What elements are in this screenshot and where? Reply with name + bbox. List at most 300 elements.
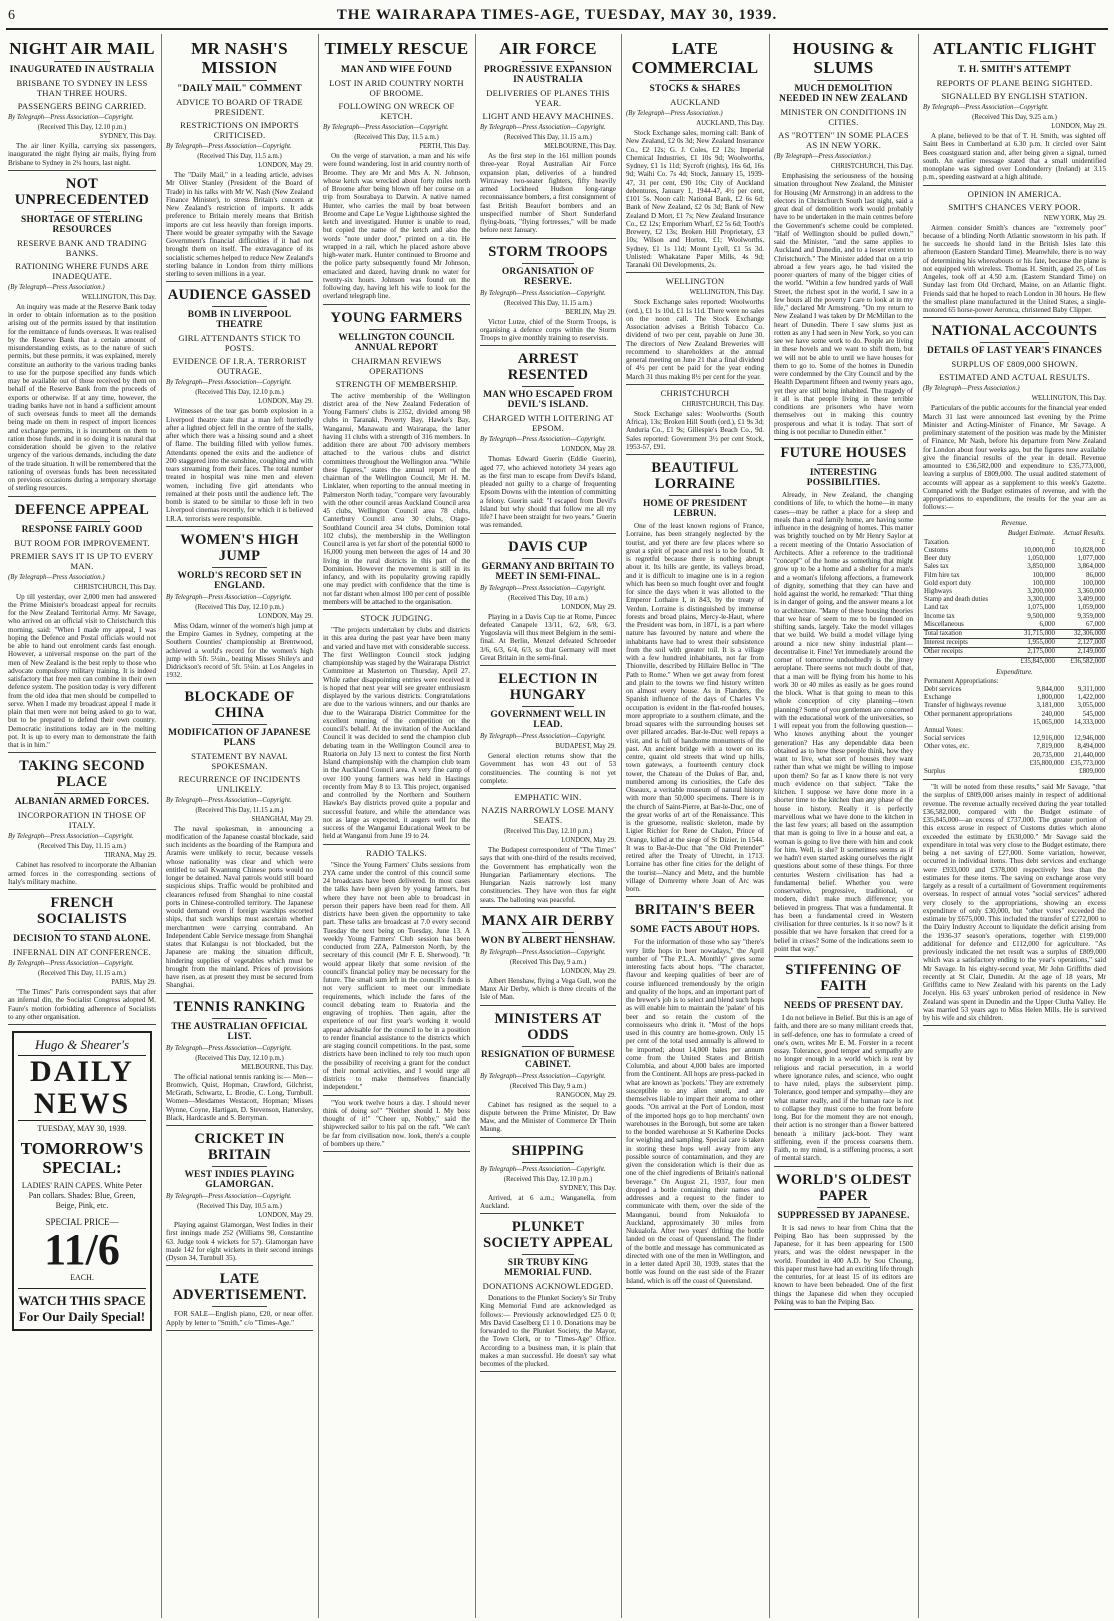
received-line: (Received This Day, 9 a.m.) bbox=[509, 1082, 587, 1090]
article-headline: DEFENCE APPEAL bbox=[14, 501, 150, 518]
article-body: "It will be noted from these results," said Mr Savage, "that the surplus of £809,000 arises mainly in respect of additional revenue. The revenue actually received during the year totalled £36,582,000, compared with the Budget estimate of £35,845,000—an excess of £737,000. The greater portion of this excess arose in respect of Customs duties which alone exceeded the estimate by £630,000." Mr Savage said the expenditure in total was very close to the Budget estimate, there being a net saving of £27,000. Some variation, however, occurred in individual items. Thus debt services and exchange were £933,000 and £378,000 respectively less than the estimates for these items. The saving on exchange arose very largely as a result of a curtailment of Government requirements overseas. In respect of annual votes "social services" adhered very closely to the appropriations, showing an excess expenditure of only £30,000, but "other votes" exceeded the estimate by £675,000. This included the transfer of £272,000 to the Dairy Industry Account to liquidate the deficit arising from the 1936-37 season's operations, together with £199,000 additional for defence and £112,000 for agriculture. "As previously indicated the net result was a surplus of £809,000 which was a satisfactory ending to the year's operations," said Mr Savage. In his eighty-second year, Mr John Griffiths died recently at St Clair, Dunedin. At the age of 18 years, Mr Griffiths came to New Zealand with his parents on the Lady Jocelyn. His 63 years' unbroken period of residence in New Zealand was spent in Dunedin and the Upper Clutha Valley. He was married 53 years ago to Miss Helen Mills. He is survived by his wife and six children. bbox=[923, 783, 1106, 1023]
row-label: Total taxation bbox=[923, 629, 999, 638]
row-actual: 9,359,000 bbox=[1077, 612, 1105, 620]
dateline: CHRISTCHURCH, This Day. bbox=[830, 163, 913, 170]
received-line: (Received This Day, 12.10 p.m.) bbox=[195, 603, 284, 611]
headline-rule bbox=[980, 342, 1050, 343]
row-budget: £35,800,000 bbox=[1029, 759, 1065, 767]
row-label: Stamp and death duties bbox=[924, 596, 989, 604]
byline: By Telegraph—Press Association—Copyright. bbox=[166, 379, 292, 387]
article bbox=[480, 913, 616, 1006]
byline: By Telegraph—Press Association—Copyright. bbox=[480, 289, 606, 297]
article bbox=[923, 783, 1106, 1026]
article-subheading: SMITH'S CHANCES VERY POOR. bbox=[948, 201, 1081, 212]
headline-rule bbox=[212, 1306, 268, 1307]
row-label: Land tax bbox=[924, 604, 949, 612]
dateline: WELLINGTON, This Day. bbox=[689, 289, 764, 297]
article-subheading: GERMANY AND BRITAIN TO MEET IN SEMI-FINAL. bbox=[481, 561, 615, 582]
ad-each: EACH. bbox=[70, 1273, 94, 1282]
article-body: It is sad news to hear from China that the Peiping Bao has been suppressed by the Japanese, for it has been appearing for 1500 years, and was the oldest newspaper in the world. Founded in 400 A.D. by Sou Choung, this paper must have had an exciting life through the centuries, for at least 15 of its editors are known to have been beheaded. One of the first things the Japanese did when they occupied Peking was to ban the Peiping Bao. bbox=[774, 1223, 913, 1306]
article bbox=[480, 1143, 616, 1215]
dateline: CHRISTCHURCH, This Day. bbox=[73, 583, 156, 591]
article-body: "You work twelve hours a day. I should never think of doing so!" "Neither should I. My boss thought of it!" "Cheer up, Nobby," said the shipwrecked sailor to his pal on the raft. "We can't be far from civilisation now. look, there's a couple of bombers up there." bbox=[323, 1098, 470, 1148]
dateline: LONDON, May 29. bbox=[258, 162, 313, 169]
article-headline: ATLANTIC FLIGHT bbox=[932, 39, 1097, 58]
article-subheading: DONATIONS ACKNOWLEDGED. bbox=[482, 1281, 614, 1291]
article-body: Miss Odam, winner of the women's high jump at the Empire Games in Sydney, competing at the Southern Counties' championship at Brentwood, achieved a world's record for the women's high jump with 5ft. 5¼in., beating Misses Shiley's and Didrickson's record of 5ft. 5¼in. at Los Angeles in 1932. bbox=[166, 621, 313, 680]
byline: (By Telegraph—Press Association.) bbox=[8, 573, 105, 581]
article-subheading: OPINION IN AMERICA. bbox=[967, 188, 1062, 199]
row-budget: £ bbox=[1051, 538, 1055, 546]
table-row bbox=[923, 760, 1106, 768]
article bbox=[480, 39, 616, 239]
article-headline: BEAUTIFUL LORRAINE bbox=[651, 460, 739, 492]
byline: By Telegraph—Press Association—Copyright. bbox=[8, 833, 134, 841]
article-body: Stock Exchange sales: Woolworths (South Africa), 13s; Broken Hill South (ord.), £1 9s 3d; Anduria Co., £1 9s; Gillespie's Beach Co., 9d. Sales reported: Government 3½ per cent Stock, 1953-57, £91. bbox=[626, 409, 764, 451]
article-subheading: SIGNALLED BY ENGLISH STATION. bbox=[941, 91, 1088, 101]
table-row bbox=[923, 743, 1106, 751]
row-label: Taxation. bbox=[924, 538, 950, 546]
byline: By Telegraph—Press Association—Copyright. bbox=[480, 436, 606, 444]
headline-rule bbox=[369, 61, 425, 62]
article-body: On the verge of starvation, a man and his wife were found wandering, lost in arid country north of Broome. They are Mr and Mrs A. N. Johnson, whose ketch was wrecked about forty miles north of Broome after being blown off her course on a trip from Sourabaya to Darwin. A native named Hunter, who carries the mail by boat between Broome and Cape Le Vegue Lighthouse sighted the ketch and investigated. Hunter is unable to read, but copied the name of the ketch and also the words "note under door," printed on a tin. He wrapped in a rail, which he placed ashore above high-water mark. Hunter continued to Broome and the police party subsequently found Mr Johnson, emaciated and dazed, having drunk no water for twenty-six hours. Johnson was found on the following day, having left his wife to look for the overland telegraph line. bbox=[323, 152, 470, 301]
article-subheading: CHRISTCHURCH bbox=[660, 387, 730, 398]
row-label: Miscellaneous bbox=[924, 620, 964, 628]
column-1 bbox=[4, 34, 160, 1618]
article-subheading: SHORTAGE OF STERLING RESOURCES bbox=[21, 214, 143, 235]
row-actual: £ bbox=[1101, 538, 1105, 546]
dateline: SHANGHAI, May 29. bbox=[251, 815, 313, 823]
article-headline: CRICKET IN BRITAIN bbox=[194, 1131, 285, 1163]
ad-cta-1: WATCH THIS SPACE bbox=[18, 1288, 146, 1309]
article-body: A plane, believed to be that of T. H. Smith, was sighted off Saint Bees in Cumberland at 6.30 p.m. It circled over Saint Bees coastguard station and, after being given a signal, turned south. An earlier message stated that a small unidentified monoplane was sighted over Londonderry (Ireland) at 3.15 p.m., speeding eastward at a high altitude. bbox=[923, 132, 1106, 182]
article-subheading: HOME OF PRESIDENT LEBRUN. bbox=[642, 499, 748, 519]
dateline: NEW YORK, May 29. bbox=[1043, 214, 1106, 222]
headline-rule bbox=[817, 80, 870, 81]
article-subheading: WORLD'S RECORD SET IN ENGLAND. bbox=[177, 570, 302, 591]
article-subheading: ADVICE TO BOARD OF TRADE PRESIDENT. bbox=[176, 97, 303, 117]
row-budget: 3,181,000 bbox=[1036, 702, 1065, 710]
article bbox=[480, 244, 616, 347]
article-subheading: PASSENGERS BEING CARRIED. bbox=[17, 101, 147, 111]
article bbox=[166, 1131, 313, 1266]
row-budget: 1,955,000 bbox=[999, 639, 1056, 648]
article-subheading: EVIDENCE OF I.R.A. TERRORIST OUTRAGE. bbox=[172, 356, 307, 377]
row-label: Exchange bbox=[924, 694, 952, 702]
dateline: LONDON, May 29. bbox=[258, 1212, 313, 1219]
row-actual: 2,127,000 bbox=[1056, 639, 1106, 648]
article-subheading: SUPPRESSED BY JAPANESE. bbox=[777, 1210, 910, 1221]
article-headline: YOUNG FARMERS bbox=[330, 309, 463, 326]
article bbox=[923, 323, 1106, 515]
row-label: Social services bbox=[924, 735, 966, 743]
masthead-title: THE WAIRARAPA TIMES-AGE, TUESDAY, MAY 30, 1939. bbox=[336, 7, 778, 23]
article bbox=[323, 1099, 470, 1153]
byline: By Telegraph—Press Association—Copyright. bbox=[8, 960, 134, 967]
article-headline: AUDIENCE GASSED bbox=[167, 287, 312, 304]
headline-rule bbox=[817, 997, 870, 998]
article-body: The active membership of the Wellington district area of the New Zealand Federation of Young Farmers' clubs is 2352, divided among 98 clubs in Taranaki, Poverty Bay, Hawke's Bay, Wanganui, Manawatu and Wairarapa, the latter having 11 clubs with a strength of 316 members. In addition there are about 700 advisory members attached to the various clubs and district committees throughout the Wellington area. "While these figures," states the annual report of the chairman of the Wellington Council, Mr H. M. Linklater, when reporting to the annual meeting in Palmerston North today, "compare very favourably with the other council areas Auckland Council area 45 clubs, Wellington Council area 78 clubs, Canterbury Council area 30 clubs, Otago-Southland Council area 34 clubs, Dominion total 102 clubs), the membership in the Wellington Council area is yet far short of the potential 6000 to 16,000 young men between the ages of 14 and 30 living in the rural districts in this part of the Dominion. However the movement is still in its infancy, and with its popularity growing rapidly one may predict with confidence that the time is not far distant when almost 100 per cent of possible members will be attached to the organisation. bbox=[323, 391, 470, 606]
article-headline: TIMELY RESCUE bbox=[324, 39, 469, 58]
row-label: Sales tax bbox=[924, 563, 949, 571]
dateline: MELBOURNE, This Day. bbox=[241, 1063, 313, 1071]
article bbox=[480, 792, 616, 908]
article-body: Cabinet has resolved to incorporate the Albanian armed forces in the corresponding sections of Italy's military machine. bbox=[8, 861, 156, 886]
row-budget: 10,000,000 bbox=[1023, 546, 1055, 554]
article bbox=[480, 351, 616, 533]
dateline: LONDON, May 29. bbox=[258, 612, 313, 620]
received-line: (Received This Day, 9 a.m.) bbox=[509, 958, 587, 966]
expenditure-heading: Expenditure. bbox=[996, 667, 1033, 676]
dateline: LONDON, May 29. bbox=[561, 967, 616, 975]
article-subheading: RECURRENCE OF INCIDENTS UNLIKELY. bbox=[178, 773, 301, 794]
article-body: Playing in a Davis Cup tie at Rome, Puncec defeated Canapele 13/11, 6/2, 6/8, 6/3. Yugoslavia will thus meet Belgium in the semi-final. At Berlin, Menzel defeated Schroeder 3/6, 6/3, 6/4, 6/3, so that Germany will meet Great Britain in the semi-final. bbox=[480, 612, 616, 662]
col-actual-header: Actual Results. bbox=[1063, 529, 1105, 537]
article bbox=[323, 848, 470, 1096]
article bbox=[166, 532, 313, 684]
article-subheading: T. H. SMITH'S ATTEMPT bbox=[958, 65, 1071, 75]
article-body: The naval spokesman, in announcing a modification of the Japanese coastal blockade, said such incidents as the boarding of the Rampura and Aramis were unlikely to recur, because vessels whose nationality was clear and which were entitled to sail Kwantung Chinese ports would no longer be detained. Naval patrols would still board suspicious ships. Traffic would be prohibited and clearances refused from Shanghai to nine coastal ports in Chinese-controlled territory. The Japanese would demand even if foreign warships escorted ships, that such warships must ascertain whether merchantmen were carrying contraband. An Independent Cable Service message from Shanghai states that Kulangsu is not blockaded, but the Japanese are making the situation difficult, hindering supplies of vegetables which must be brought from the mainland. Prices of provisions have risen, as at present they must be secured from Shanghai. bbox=[166, 824, 313, 990]
received-line: (Received This Day, 11.15 a.m.) bbox=[38, 843, 126, 851]
table-row bbox=[923, 555, 1106, 563]
article-subheading: CHAIRMAN REVIEWS OPERATIONS bbox=[351, 355, 442, 376]
article-subheading: AS "ROTTEN" IN SOME PLACES AS IN NEW YORK. bbox=[778, 130, 909, 150]
row-budget bbox=[1024, 678, 1065, 686]
article-body: Particulars of the public accounts for the financial year ended March 31 last were announced last evening by the Prime Minister and Acting-Minister of Finance, Mr Savage. A preliminary statement of the position was made by the Minister of Finance, Mr Nash, before his departure from New Zealand for London about four weeks ago, but the figures now available give the financial results of the year in detail. Revenue amounted to £36,582,000 and expenditure to £35,773,000, leaving a surplus of £809,000. The usual audited statement of accounts will appear as a supplement to this week's Gazette. Compared with the Budget estimates of revenue, and with the appropriations to expenditure, the results for the year are as follows:— bbox=[923, 404, 1106, 512]
received-line: (Received This Day, 12.10 p.m.) bbox=[503, 828, 593, 835]
row-actual: 86,000 bbox=[1086, 571, 1105, 579]
received-line: (Received This Day, 11.15 a.m.) bbox=[38, 970, 126, 977]
table-row bbox=[923, 621, 1106, 630]
article-headline: SHIPPING bbox=[511, 1142, 585, 1159]
revenue-table bbox=[923, 529, 1106, 666]
article-headline: NIGHT AIR MAIL bbox=[9, 39, 155, 58]
article-body: Airmen consider Smith's chances are "extremely poor" because of a blinding North Atlantic snowstorm in his path. If he succeeds he should land in the British Isles late this afternoon (Eastern Standard Time). Meanwhile, there is no way of determining his whereabouts or his fate, because the plane is not equipped with wireless. Thomas H. Smith, aged 25, of Los Angeles, took off at 4.50 a.m. (Eastern Standard Time) on Sunday last from Old Orchard, Maine, on an Atlantic flight. Friends said that he hoped to reach London in 30 hours. He flew the smallest plane manufactured in the United States, a single-motored 65 horse-power Aeronca, christened Baby Clipper. bbox=[923, 223, 1106, 314]
row-budget: 240,000 bbox=[1041, 710, 1065, 718]
article-headline: FRENCH SOCIALISTS bbox=[36, 895, 128, 927]
article bbox=[774, 962, 913, 1167]
table-row bbox=[923, 686, 1106, 694]
article-headline: TAKING SECOND PLACE bbox=[19, 758, 145, 791]
column-3 bbox=[319, 34, 474, 1618]
article-subheading: WELLINGTON COUNCIL ANNUAL REPORT bbox=[338, 332, 455, 353]
article-subheading: BUT ROOM FOR IMPROVEMENT. bbox=[14, 537, 150, 548]
row-budget: 100,000 bbox=[1032, 579, 1055, 587]
column-6 bbox=[770, 34, 917, 1618]
row-budget: 9,500,000 bbox=[1027, 612, 1055, 620]
headline-rule bbox=[980, 61, 1050, 62]
row-actual: 3,409,000 bbox=[1077, 596, 1105, 604]
article bbox=[480, 1219, 616, 1372]
article-subheading: STOCK JUDGING. bbox=[360, 613, 433, 623]
row-budget: 2,175,000 bbox=[999, 648, 1056, 657]
row-actual: 100,000 bbox=[1082, 579, 1105, 587]
row-actual: 14,333,000 bbox=[1073, 718, 1105, 726]
article-body: FOR SALE—English piano, £20, or near offer. Apply by letter to "Smith," c/o "Times-Age." bbox=[166, 1310, 313, 1327]
article-body: Stock Exchange sales reported: Woolworths (ord.), £1 1s 10d, £1 1s 11d. There were no sales on the noon call. The Stock Exchange Association advises a British Tobacco Co. dividend of two per cent, payable on June 30. The directors of New Zealand Breweries will recommend to shareholders at the annual general meeting on June 21 that a final dividend of 4½ per cent be paid for the year ending March 31 thus making 8½ per cent for the year. bbox=[626, 298, 764, 381]
article bbox=[923, 189, 1106, 319]
table-row bbox=[923, 629, 1106, 638]
article-subheading: DECISION TO STAND ALONE. bbox=[13, 934, 151, 944]
article-subheading: GOVERNMENT WELL IN LEAD. bbox=[490, 710, 606, 730]
article-subheading: DETAILS OF LAST YEAR'S FINANCES bbox=[927, 346, 1102, 357]
article bbox=[480, 671, 616, 789]
row-budget: 31,715,000 bbox=[999, 629, 1056, 638]
headline-rule bbox=[212, 567, 268, 568]
row-label: Film hire tax bbox=[924, 571, 960, 579]
article-headline: BLOCKADE OF CHINA bbox=[184, 688, 295, 721]
article-subheading: RESERVE BANK AND TRADING BANKS. bbox=[17, 237, 147, 258]
article-headline: AIR FORCE bbox=[499, 39, 597, 58]
article-headline: STORM TROOPS bbox=[488, 243, 608, 260]
row-actual: 3,055,000 bbox=[1077, 702, 1105, 710]
article-subheading: RATIONING WHERE FUNDS ARE INADEQUATE. bbox=[15, 260, 149, 281]
byline: By Telegraph—Press Association—Copyright. bbox=[480, 124, 606, 131]
dateline: AUCKLAND, This Day. bbox=[696, 120, 764, 127]
row-actual: 9,311,000 bbox=[1077, 685, 1105, 693]
table-row bbox=[923, 539, 1106, 547]
received-line: (Received This Day, 11.15 a.m.) bbox=[504, 134, 592, 141]
received-line: (Received This Day, 9.25 a.m.) bbox=[972, 114, 1057, 121]
row-actual: 1,059,000 bbox=[1077, 604, 1105, 612]
article-subheading: STATEMENT BY NAVAL SPOKESMAN. bbox=[191, 750, 288, 771]
row-budget: 100,000 bbox=[1032, 571, 1055, 579]
article-body: General election returns show that the Government has won 43 out of 53 constituencies. The counting is not yet complete. bbox=[480, 752, 616, 785]
article-subheading: DELIVERIES OF PLANES THIS YEAR. bbox=[486, 88, 610, 108]
row-actual: £35,773,000 bbox=[1070, 759, 1105, 767]
article bbox=[8, 39, 156, 171]
article-body: "Since the Young Farmers' Clubs sessions from 2YA came under the control of this council some 24 broadcasts have been delivered. In most cases the talks have been given by young farmers, but where they have not been able to broadcast in person their papers have been read for them. All districts have been given the opportunity to take part. These talks are broadcast at 7.0 every second Tuesday the next being on Tuesday, June 13. A weekly Young Farmers' Club session has been conducted from 2ZA, Palmerston North, by the secretary of this council (Mr F. E. Sherwood). "It would appear likely that some revision of the council's financial policy may be necessary for the future. The small sum left in the council's funds is not very sufficient to meet our immediate requirements, which include the fares of the council debating team to Ruatoria and the engraving of trophies. Then again, after the experience of our first year's working it would appear advisable for the council to be in a position to render financial assistance to the districts which are staging council competitions. In the past, some districts have been inclined to rely too much upon the possibility of receiving a grant for the conduct of their normal activities, and I would urge all districts to make themselves financially independent." bbox=[323, 860, 470, 1092]
advertisement-daily-news bbox=[12, 1031, 152, 1331]
dateline: RANGOON, May 29. bbox=[555, 1091, 616, 1099]
ad-text: LADIES' RAIN CAPES. White Peter Pan collars. Shades: Blue, Green, Beige, Pink, etc. bbox=[21, 1181, 143, 1210]
dateline: PARIS, May 29. bbox=[111, 979, 156, 986]
received-line: (Received This Day, 12.10 p.m.) bbox=[195, 1054, 284, 1062]
article-subheading: ALBANIAN ARMED FORCES. bbox=[14, 797, 150, 808]
article bbox=[774, 1172, 913, 1311]
article-headline: WOMEN'S HIGH JUMP bbox=[180, 531, 299, 564]
byline: By Telegraph—Press Association—Copyright. bbox=[480, 1072, 606, 1080]
article-subheading: NEEDS OF PRESENT DAY. bbox=[783, 1001, 904, 1011]
article bbox=[626, 39, 764, 273]
dateline: CHRISTCHURCH, This Day. bbox=[681, 400, 764, 408]
headline-rule bbox=[522, 1046, 574, 1047]
dateline: SYDNEY, This Day. bbox=[99, 133, 156, 140]
byline: By Telegraph—Press Association—Copyright. bbox=[480, 584, 606, 592]
headline-rule bbox=[522, 61, 574, 62]
article-body: Cabinet has resigned as the sequel to a dispute between the Prime Minister, Dr Baw Maw, and the Minister of Commerce Dr Thein Maung. bbox=[480, 1100, 616, 1134]
column-7 bbox=[919, 34, 1110, 1618]
byline: (By Telegraph—Press Association.) bbox=[774, 153, 871, 160]
article bbox=[166, 689, 313, 994]
article-body: Already, in New Zealand, the changing conditions of life, to which the home—in many cases—may be rather a place for a sleep and meals than a real family home, are having some influence in the designing of homes. This matter was brightly touched on by Mr Henry Saylor at a recent meeting of the Ontario Association of Architects. After a reference to the traditional "concept" of the home as something that might grow up to be a home and a shelter for a man's and a woman's lifelong affections, a framework of dignity, something that they can have and hold against the world, he remarked: "That thing is in danger of going, and the answer means a lot to architecture. "Many of these housing theories that we hear of seem to me to be founded on shifting sands, largely. Take the model villages that we build. We build a model village lying around a nice new shiny industrial plant—decentralise it. Fine! Yet immediately around the corner of tomorrow undoubtedly is the jitney aeroplane. There seems not much doubt of that, that a man will be flying from his home to his work 30 or 40 miles as easily as he goes round the block. What is that going to mean to this whole conception of city planning—town planning? Some of you gentlemen are concerned with the educational work of the universities, so I will repeat you from the following question—Who knows anything about the younger generation? Has any dependable data been obtained as to how these people think, how they want to live, what sort of houses they want rather than what we might be willing to impose upon them? So far as I know there is not very much evidence on that subject. "Take the kitchen. I suppose we have done more in a shorter time to the kitchen than any phase of the house in history. Really it is perfectly marvellous what we have done to the kitchen in the last few years; all based on the assumption that man is going to live in a house and eat, a woman is going to live there with him and cook for him. Well, is she? It sometimes seems as if we hadn't even started asking ourselves the right questions about some of these things. For three centuries Western civilisation has had a fundamental belief. Whether you were conservative, progressive, traditional, or modern, didn't make much difference; you believed in progress. That was a fundamental. It has been a fundamental creed in Western civilisation for three centuries. Is it so now? Is it possible that we have forsaken that creed for a belief in crises? Some of the indications seem to point that way." bbox=[774, 491, 913, 953]
column-4 bbox=[476, 34, 620, 1618]
table-row bbox=[923, 711, 1106, 719]
article-body: For the information of those who say "there's very little hops in beer nowadays," the April number of "The P.L.A. Monthly" gives some interesting facts about hops. "The character, flavour and keeping qualities of beer are of course influenced tremendously by the origin and quality of the hops, and an important part of the brewer's job is to select and blend such hops as will enable him to maintain the 'palate' of his beer and so retain the custom of the connoisseurs who drink it. "Most of the hops used in this country are home-grown. Only 15 per cent of the total used annually is allowed to be imported; about 14,000 bales per annum come from the United States and British Columbia, and about 4,000 bales are imported from the Continent. All hops are press-packed in what are known as 'pockets.' They are extremely susceptible to any alien smell, and are themselves liable to impart their aroma to other goods. "On arrival at the Port of London, most of the imported hops go to hop merchants' own warehouses in the Borough, but some are taken to the bonded warehouse at St Katherine Docks for weighing and sampling. Special care is taken in storing these hops well away from any possible source of contamination, and they are given the consideration which is their due as one of the chief ingredients of Britain's national beverage." On August 21, 1937, four men dropped a bottle containing their names and addresses and a request to the finder to communicate with them, over the side of the Maunganui, bound from Nukualofa to Auckland, approximately 30 miles from Nukualofa. After two years' drifting the bottle landed on the coast of Queensland. The finder of the bottle and message has communicated as directed with one of the men in Wellington, and in a letter dated April 30, 1939, states that the bottle was found on the east side of the Frazer Island, which is off the coast of Queensland. bbox=[626, 938, 764, 1285]
article-subheading: CHARGED WITH LOITERING AT EPSOM. bbox=[482, 413, 614, 434]
headline-rule bbox=[212, 1166, 268, 1167]
byline: (By Telegraph—Press Association.) bbox=[626, 110, 723, 117]
article bbox=[8, 502, 156, 754]
ad-title: DAILY NEWS bbox=[18, 1055, 146, 1121]
row-budget: 7,819,000 bbox=[1036, 743, 1065, 751]
article-body: The official national tennis ranking is:— Men—Bromwich, Quist, Hopman, Crawford, Gilchrist, McGrath, Schwartz, L. Brodie, C. Long, Turnbull. Women—Mesdames Westacott, Hopman; Misses Wynne, Coyne, Hartigan, D. Stevenson, Hattersley, Black, Hardcastle and S. Berryman. bbox=[166, 1072, 313, 1122]
row-label bbox=[923, 752, 1024, 760]
article bbox=[626, 388, 764, 455]
row-budget: 3,850,000 bbox=[1027, 563, 1055, 571]
article-headline: BRITAIN'S BEER bbox=[634, 902, 756, 919]
dateline: LONDON, May 29. bbox=[561, 837, 616, 844]
dateline: PERTH, This Day. bbox=[419, 143, 470, 150]
article-body: "The projects undertaken by clubs and districts in this area during the past year have been many and varied and have met with considerable success. The first Wellington Council stock judging championship was staged by the Wairarapa District Committee at Masterton on Thursday, April 27. While rather disappointing entries were received it is hoped that next year will see greater enthusiasm displayed by the various districts. Congratulations are due to the various winners, and our thanks are due to the Wairarapa District Committee for the excellent running of the competition on the council's behalf. At the invitation of the Auckland Council it was decided to send the champion club debating team in the Wellington Council area to Ruatoria on July 13 next to contest the first North Island championship with the champion club team in the Auckland Council area. A very fine camp of over 100 young farmers was held in Hastings recently from May 8 to 13. This project, organised and controlled by the Northern and Southern Hawke's Bay districts proved quite a popular and successful feature, and while the attendance was not as large as expected, it augers well for the success of the Wanganui Educational Week to be held at Wanganui from June 19 to 24. bbox=[323, 626, 470, 841]
article-subheading: RESPONSE FAIRLY GOOD bbox=[21, 524, 143, 535]
ad-date: TUESDAY, MAY 30, 1939. bbox=[37, 1124, 127, 1133]
row-budget: 1,050,000 bbox=[1027, 555, 1055, 563]
article-body: Emphasising the seriousness of the housing situation throughout New Zealand, the Minister for Housing (Mr Armstrong) in an address to the electors in Christchurch South last night, said a great deal of demolition work would probably have to be undertaken in the main centres before the Government's scheme could be completed. "Half of Wellington should be pulled down," said the Minister, "and the same applies to Auckland and Dunedin, and to a lesser extent to Christchurch." The Minister added that on a trip abroad a few years ago, he had visited the poorer quarters of many of the bigger cities of the world. "Within a few hundred yards of Wall Street, the richest spot in the world, I saw in a few hours all the poverty I care to look at in my life," declared Mr Armstrong. "On my return to New Zealand I was taken by Dr McMillan to the heart of Dunedin. There I saw slums just as rotten as any I had seen in New York, so you can see we have some work to do. People are living in these hovels and we want to shift them, but we will not be able to until we have houses for them to go to. Some of the homes in Dunedin were condemned by the City Council and by the Health Department fifteen and twenty years ago, yet they are still being inhabited. The tragedy of it all is that people living in these terrible conditions are prisoners who have worn themselves out in making this country prosperous and what it is today. That sort of thing is not peculiar to Dunedin either." bbox=[774, 172, 913, 436]
byline: By Telegraph—Press Association—Copyright. bbox=[8, 114, 134, 121]
article bbox=[626, 460, 764, 897]
article-subheading: NAZIS NARROWLY LOSE MANY SEATS. bbox=[481, 805, 615, 825]
table-row bbox=[923, 588, 1106, 596]
dateline: LONDON, May 28. bbox=[561, 446, 616, 454]
table-row bbox=[923, 596, 1106, 604]
article-headline: MANX AIR DERBY bbox=[481, 912, 615, 929]
article-subheading: LIGHT AND HEAVY MACHINES. bbox=[482, 111, 614, 121]
article-subheading: ESTIMATED AND ACTUAL RESULTS. bbox=[939, 372, 1090, 383]
article-subheading: SOME FACTS ABOUT HOPS. bbox=[630, 925, 760, 936]
dateline: TIRANA, May 29. bbox=[104, 852, 156, 860]
headline-rule bbox=[669, 495, 721, 496]
article-subheading: LOST IN ARID COUNTRY NORTH OF BROOME. bbox=[329, 78, 464, 98]
received-line: (Received This Day, 12.10 p.m.) bbox=[195, 389, 284, 397]
row-actual: £36,582,000 bbox=[1056, 657, 1106, 666]
article-subheading: BOMB IN LIVERPOOL THEATRE bbox=[187, 310, 292, 331]
article-body: The "Daily Mail," in a leading article, advises Mr Oliver Stanley (President of the Board of Trade) in his talks with Mr W. Nash (New Zealand Finance Minister), to stress Britain's concern at New Zealand's restriction of imports. It adds preference to Britain merely means that British imports are cut less heavily than foreign imports. There would be greater sympathy with the Savage Government's financial difficulties if it had not brought them on itself. The extravagance of its socialistic schemes helped to reduce New Zealand's sterling balance in London from thirty millions sterling to seven millions in a year. bbox=[166, 171, 313, 278]
article bbox=[8, 758, 156, 890]
row-label: Other votes, etc. bbox=[924, 743, 970, 751]
revenue-expenditure-table bbox=[923, 519, 1106, 781]
article-body: Witnesses of the tear gas bomb explosion in a Liverpool theatre state that a man left hurriedly after a lighted object fell in the centre of the stalls, after which there was a hissing sound and a sheet of flame. The building filled with yellow fumes. Attendants opened the exits and the audience of 200 staggered into the sunshine, coughing and with tears streaming from their faces. The total number treated in hospital was nine men and eleven women, including five girl attendants who remained at their posts until the audience left. The bomb is stated to be similar to those left in two Liverpool cinemas recently, for which it is believed I.R.A. terrorists were responsible. bbox=[166, 407, 313, 523]
article-headline: LATE ADVERTISEMENT. bbox=[172, 1271, 307, 1304]
headline-rule bbox=[522, 386, 574, 387]
received-line: (Received This Day, 10.5 a.m.) bbox=[197, 1203, 282, 1210]
headline-rule bbox=[817, 1207, 870, 1208]
byline: By Telegraph—Press Association—Copyright. bbox=[166, 593, 292, 601]
headline-rule bbox=[54, 521, 110, 522]
row-actual: 1,077,000 bbox=[1077, 555, 1105, 563]
byline: By Telegraph—Press Association—Copyright. bbox=[480, 733, 606, 740]
table-row bbox=[923, 547, 1106, 555]
byline: By Telegraph—Press Association—Copyright. bbox=[480, 1165, 606, 1173]
article-headline: MR NASH'S MISSION bbox=[191, 39, 288, 77]
article-headline: FUTURE HOUSES bbox=[780, 445, 907, 461]
article-headline: PLUNKET SOCIETY APPEAL bbox=[483, 1219, 613, 1251]
row-budget: 3,300,000 bbox=[1027, 596, 1055, 604]
article bbox=[923, 39, 1106, 186]
article-headline: NATIONAL ACCOUNTS bbox=[931, 323, 1098, 340]
headline-rule bbox=[212, 1018, 268, 1019]
article-subheading: MINISTER ON CONDITIONS IN CITIES. bbox=[780, 107, 907, 127]
table-row bbox=[923, 563, 1106, 571]
byline: (By Telegraph—Press Association.) bbox=[923, 385, 1020, 393]
row-label: Transfer of highways revenue bbox=[924, 702, 1007, 710]
table-row bbox=[923, 768, 1106, 776]
byline: (By Telegraph—Press Association.) bbox=[8, 283, 105, 291]
table-row bbox=[923, 580, 1106, 588]
row-budget: 1,075,000 bbox=[1027, 604, 1055, 612]
row-label: Surplus bbox=[924, 767, 946, 775]
article-subheading: SIR TRUBY KING MEMORIAL FUND. bbox=[504, 1258, 592, 1278]
table-row bbox=[923, 657, 1106, 666]
row-budget: 20,735,000 bbox=[1033, 751, 1065, 759]
article-body: Stock Exchange sales, morning call: Bank of New Zealand, £2 0s 3d; New Zealand Insurance Co., £2 12s; G. J. Coles, £2 12s; Imperial Chemical Industries, £1 10s 9d; Woolworths, Sydney, £1 1s 11d; Sycroft (rights), 16s 6d, 16s 9d; Waihi Co. 7s 4d; Stock, January 15, 1939-47, 31 per cent, £90 10s; City of Auckland debentures, January 1, 1944-47, 4½ per cent, £101 5s. Noon call: National Bank, £2 6s 6d; Bank of New Zealand, £2 0s 3d; Bank of New Zealand D Mort, £1 7s; New Zealand Insurance Co., £2 12s; Emporium Wharf, £2 5s 6d; Tooth's Brewery, £2 13s; Broken Hill Proprietary, £3 10s; Wilson and Horton, £1; Woolworths, Sydney, £1 1s 11d; Mount Lyell, £1 5s 3d. Unlisted: Whakatane Paper Mills, 4s 9d; Taranaki Oil Developments, 2s. bbox=[626, 129, 764, 269]
column-5 bbox=[622, 34, 768, 1618]
article-subheading: THE AUSTRALIAN OFFICIAL LIST. bbox=[171, 1021, 308, 1042]
headline-rule bbox=[54, 793, 110, 794]
row-budget: 9,844,000 bbox=[1036, 685, 1065, 693]
row-budget: 15,065,000 bbox=[1033, 718, 1065, 726]
article-headline: ELECTION IN HUNGARY bbox=[498, 671, 598, 703]
article-body: Thomas Edward Guerin (Eddie Guerin), aged 77, who achieved notoriety 34 years ago as the first man to escape from Devil's Island, pleaded not guilty to a charge of frequenting Epsom Downs with the intention of committing a felony. Guerin said: "I escaped from Devil's Island but why should that follow me all my life? I have been straight for two years." Guerin was remanded. bbox=[480, 455, 616, 530]
article-subheading: STRENGTH OF MEMBERSHIP. bbox=[335, 378, 458, 389]
row-budget bbox=[1024, 727, 1065, 735]
dateline: LONDON, May 29. bbox=[258, 398, 313, 406]
table-row bbox=[923, 648, 1106, 657]
headline-rule bbox=[522, 263, 574, 264]
article-subheading: INFERNAL DIN AT CONFERENCE. bbox=[13, 947, 151, 957]
article-headline: ARREST RESENTED bbox=[507, 351, 589, 384]
article-headline: LATE COMMERCIAL bbox=[631, 39, 759, 77]
row-budget: 1,800,000 bbox=[1036, 694, 1065, 702]
article-subheading: PREMIER SAYS IT IS UP TO EVERY MAN. bbox=[10, 550, 154, 571]
dateline: LONDON, May 29. bbox=[1051, 123, 1106, 130]
row-actual: 3,864,000 bbox=[1077, 563, 1105, 571]
article-body: An inquiry was made at the Reserve Bank today in order to obtain information as to the position arising out of the permits issued by that institution for the remittance of funds overseas. It was realised by the Reserve Bank that a certain amount of misunderstanding exists, as to the nature of such permits, but these permits, it was explained, merely constitute an authority to the various trading banks to use for the purpose specified any funds which may be available out of those received by them on behalf of the Reserve Bank from the proceeds of exports or otherwise. If at any time, however, the trading banks have not in hand a sufficient amount of such overseas funds to meet all the demands being made on them in respect of import licences and exchange permits, it is incumbent on them to ration those funds, and in so doing it is natural that consideration should be given to the relative urgency of the various demands, including the date of the trade situation. It will be remembered that the rationing of overseas funds has been necessitated on previous occasions during a temporary shortage of sterling resources. bbox=[8, 302, 156, 493]
headline-rule bbox=[522, 706, 574, 707]
row-actual: 3,360,000 bbox=[1077, 587, 1105, 595]
row-label: Other permanent appropriations bbox=[924, 710, 1013, 718]
article-subheading: MUCH DEMOLITION NEEDED IN NEW ZEALAND bbox=[779, 84, 908, 104]
byline: By Telegraph—Press Association—Copyright. bbox=[923, 104, 1049, 111]
row-label: Annual Votes: bbox=[924, 726, 963, 734]
dateline: BERLIN, May 29. bbox=[565, 308, 616, 316]
article-body: Donations to the Plunket Society's Sir Truby King Memorial Fund are acknowledged as follows:— Previously acknowledged £25 0 0; Mrs David Caselberg £1 1 0. Donations may be forwarded to the Plunket Society, the Mayor, the Town Clerk, or to "Times-Age" Office. According to a business man, it is plain that makes a man successful. He doesn't say what becomes of the plucked. bbox=[480, 1294, 616, 1368]
article bbox=[166, 1271, 313, 1331]
article-subheading: MAN AND WIFE FOUND bbox=[341, 65, 452, 75]
headline-rule bbox=[669, 921, 721, 922]
row-label: Highways bbox=[924, 587, 952, 595]
article-body: I do not believe in Belief. But this is an age of faith, and there are so many militant creeds that, in self-defence, one has to formulate a creed of one's own, writes Mr E. M. Forster in a recent essay. Tolerance, good temper and sympathy are no longer enough in a world which is rent by religious and racial persecution, in a world where ignorance rules, and science, who ought to have ruled, plays the subservient pimp. Tolerance, good temper and sympathy—they are what matter really, and if the human race is not to collapse they must come to the front before long. But for the moment they are not enough, their action is no stronger than a flower battered beneath a military jack-boot. They want stiffening, even if the process coarsens them. Faith, to my mind, is a stiffening process, a sort of mental starch. bbox=[774, 1014, 913, 1163]
headline-rule bbox=[369, 329, 425, 330]
headline-rule bbox=[522, 1162, 574, 1163]
page-number: 6 bbox=[8, 8, 15, 23]
table-row bbox=[923, 727, 1106, 735]
article bbox=[323, 310, 470, 611]
row-actual bbox=[1065, 678, 1106, 686]
row-actual: 545,000 bbox=[1082, 710, 1105, 718]
ad-cta-2: For Our Daily Special! bbox=[18, 1309, 146, 1324]
table-row bbox=[923, 735, 1106, 743]
dateline: WELLINGTON, This Day. bbox=[81, 293, 156, 301]
article-body: Albert Henshaw, flying a Vega Gull, won the Manx Air Derby, which is three circuits of the Isle of Man. bbox=[480, 976, 616, 1002]
article-subheading: AUCKLAND bbox=[670, 97, 720, 107]
article-subheading: MAN WHO ESCAPED FROM DEVIL'S ISLAND. bbox=[483, 390, 613, 411]
dateline: SYDNEY, This Day. bbox=[559, 1184, 616, 1192]
byline: By Telegraph—Press Association—Copyright. bbox=[166, 143, 292, 150]
dateline: BUDAPEST, May 29. bbox=[555, 743, 616, 750]
revenue-heading: Revenue. bbox=[1001, 518, 1028, 527]
received-line: (Received This Day, 12.10 p.m.) bbox=[37, 124, 127, 131]
